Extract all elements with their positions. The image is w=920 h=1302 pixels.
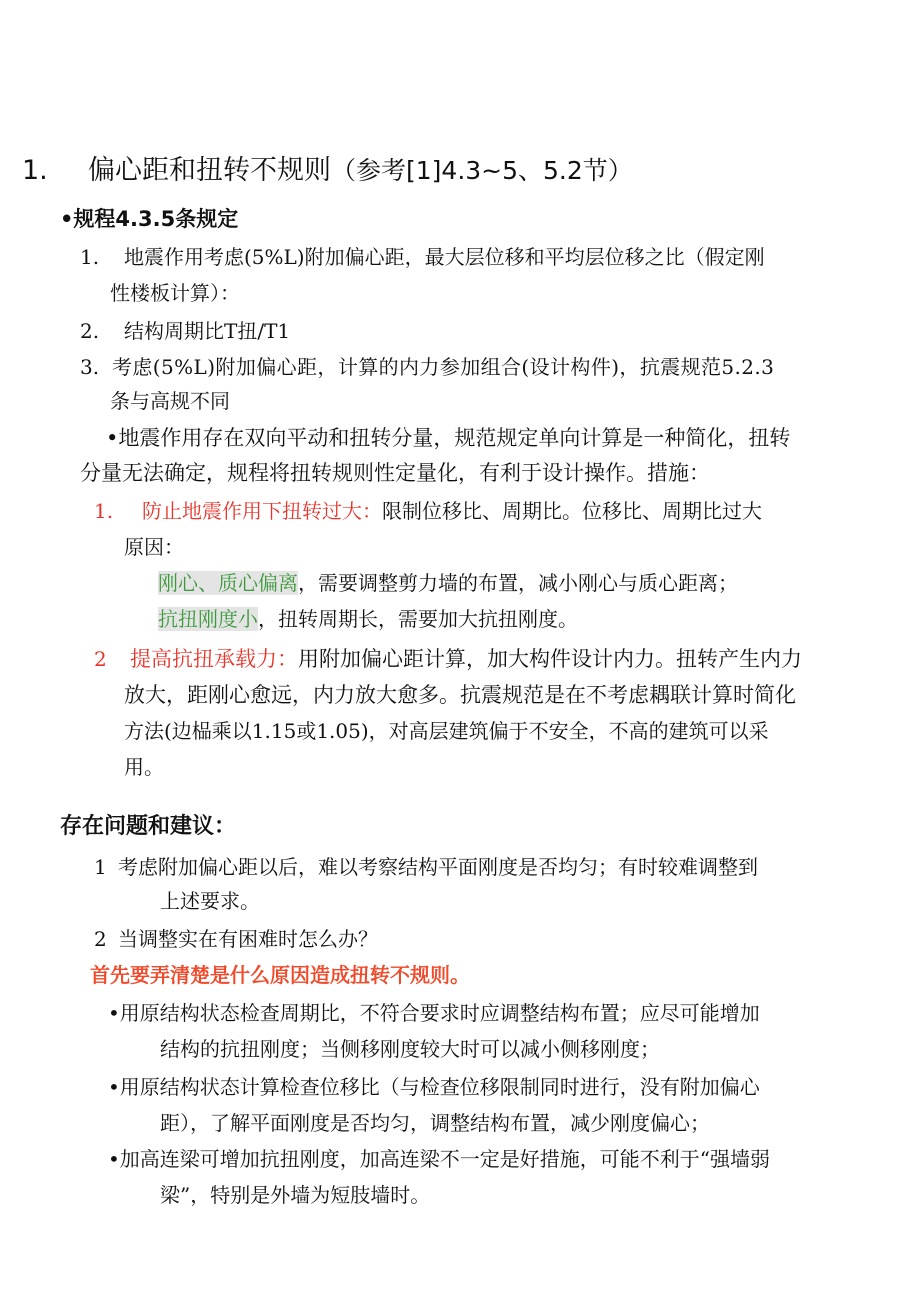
measure-2-text: 用附加偏心距计算，加大构件设计内力。扭转产生内力 bbox=[298, 647, 802, 671]
measure-1-line2: 原因： bbox=[124, 535, 184, 559]
heading-title: 偏心距和扭转不规则 bbox=[88, 155, 331, 186]
issues-title: 存在问题和建议： bbox=[60, 814, 237, 839]
measure-1-title: 防止地震作用下扭转过大： bbox=[142, 499, 382, 523]
issues-emphasis: 首先要弄清楚是什么原因造成扭转不规则。 bbox=[90, 963, 470, 987]
measure-1-text: 限制位移比、周期比。位移比、周期比过大 bbox=[382, 499, 762, 523]
issue-bullet-1-line1: •用原结构状态检查周期比，不符合要求时应调整结构布置；应尽可能增加 bbox=[108, 1001, 760, 1025]
measure-2-line2: 放大，距刚心愈远，内力放大愈多。抗震规范是在不考虑耦联计算时简化 bbox=[124, 683, 796, 707]
measure-1-number: 1. bbox=[94, 499, 114, 523]
rule-item-3-line1: 考虑(5%L)附加偏心距，计算的内力参加组合(设计构件)，抗震规范5.2.3 bbox=[112, 355, 775, 379]
cause-2-text: ，扭转周期长，需要加大抗扭刚度。 bbox=[258, 607, 578, 631]
rule-bullet-line2: 分量无法确定，规程将扭转规则性定量化，有利于设计操作。措施： bbox=[80, 461, 710, 485]
issue-1-line1: 考虑附加偏心距以后，难以考察结构平面刚度是否均匀；有时较难调整到 bbox=[118, 855, 758, 879]
cause-2 bbox=[158, 602, 578, 636]
cause-1-text: ，需要调整剪力墙的布置，减小刚心与质心距离； bbox=[298, 571, 738, 595]
issue-2-number: 2 bbox=[94, 927, 107, 951]
rule-item-2-line1: 结构周期比T扭/T1 bbox=[124, 319, 291, 343]
measure-2-line3: 方法(边榀乘以1.15或1.05)，对高层建筑偏于不安全，不高的建筑可以采 bbox=[124, 719, 769, 743]
heading-number: 1. bbox=[22, 155, 48, 186]
rule-bullet-line1: •地震作用存在双向平动和扭转分量，规范规定单向计算是一种简化，扭转 bbox=[106, 426, 791, 450]
issue-bullet-2-line2: 距），了解平面刚度是否均匀，调整结构布置，减少刚度偏心； bbox=[160, 1111, 710, 1135]
cause-1-highlight: 刚心、质心偏离 bbox=[158, 571, 298, 595]
measure-2-number: 2 bbox=[94, 647, 107, 671]
rule-item-3-line2: 条与高规不同 bbox=[110, 389, 230, 413]
heading-title-row bbox=[88, 152, 633, 190]
rule-item-1-line1: 地震作用考虑(5%L)附加偏心距，最大层位移和平均层位移之比（假定刚 bbox=[124, 245, 765, 269]
issue-bullet-2-line1: •用原结构状态计算检查位移比（与检查位移限制同时进行，没有附加偏心 bbox=[108, 1075, 760, 1099]
section-heading bbox=[22, 152, 48, 190]
measure-2-line4: 用。 bbox=[124, 755, 164, 779]
issue-2-line1: 当调整实在有困难时怎么办？ bbox=[118, 927, 378, 951]
cause-2-highlight: 抗扭刚度小 bbox=[158, 607, 258, 631]
cause-1 bbox=[158, 566, 738, 600]
issue-bullet-1-line2: 结构的抗扭刚度；当侧移刚度较大时可以减小侧移刚度； bbox=[160, 1037, 660, 1061]
rule-item-3-number: 3. bbox=[80, 355, 100, 379]
issue-bullet-3-line2: 梁”，特别是外墙为短肢墙时。 bbox=[160, 1183, 431, 1207]
rule-item-2-number: 2. bbox=[80, 319, 100, 343]
issue-1-line2: 上述要求。 bbox=[160, 889, 260, 913]
rule-item-1-number: 1. bbox=[80, 245, 100, 269]
rule-section-title: •规程4.3.5条规定 bbox=[60, 207, 239, 231]
issue-1-number: 1 bbox=[94, 855, 107, 879]
rule-item-1-line2: 性楼板计算）： bbox=[110, 281, 240, 305]
measure-2-title: 提高抗扭承载力： bbox=[130, 647, 298, 671]
heading-reference: （参考[1]4.3~5、5.2节） bbox=[331, 156, 633, 185]
issue-bullet-3-line1: •加高连梁可增加抗扭刚度，加高连梁不一定是好措施，可能不利于“强墙弱 bbox=[108, 1147, 771, 1171]
measure-1-line1 bbox=[142, 494, 762, 528]
measure-2-line1 bbox=[130, 642, 802, 676]
